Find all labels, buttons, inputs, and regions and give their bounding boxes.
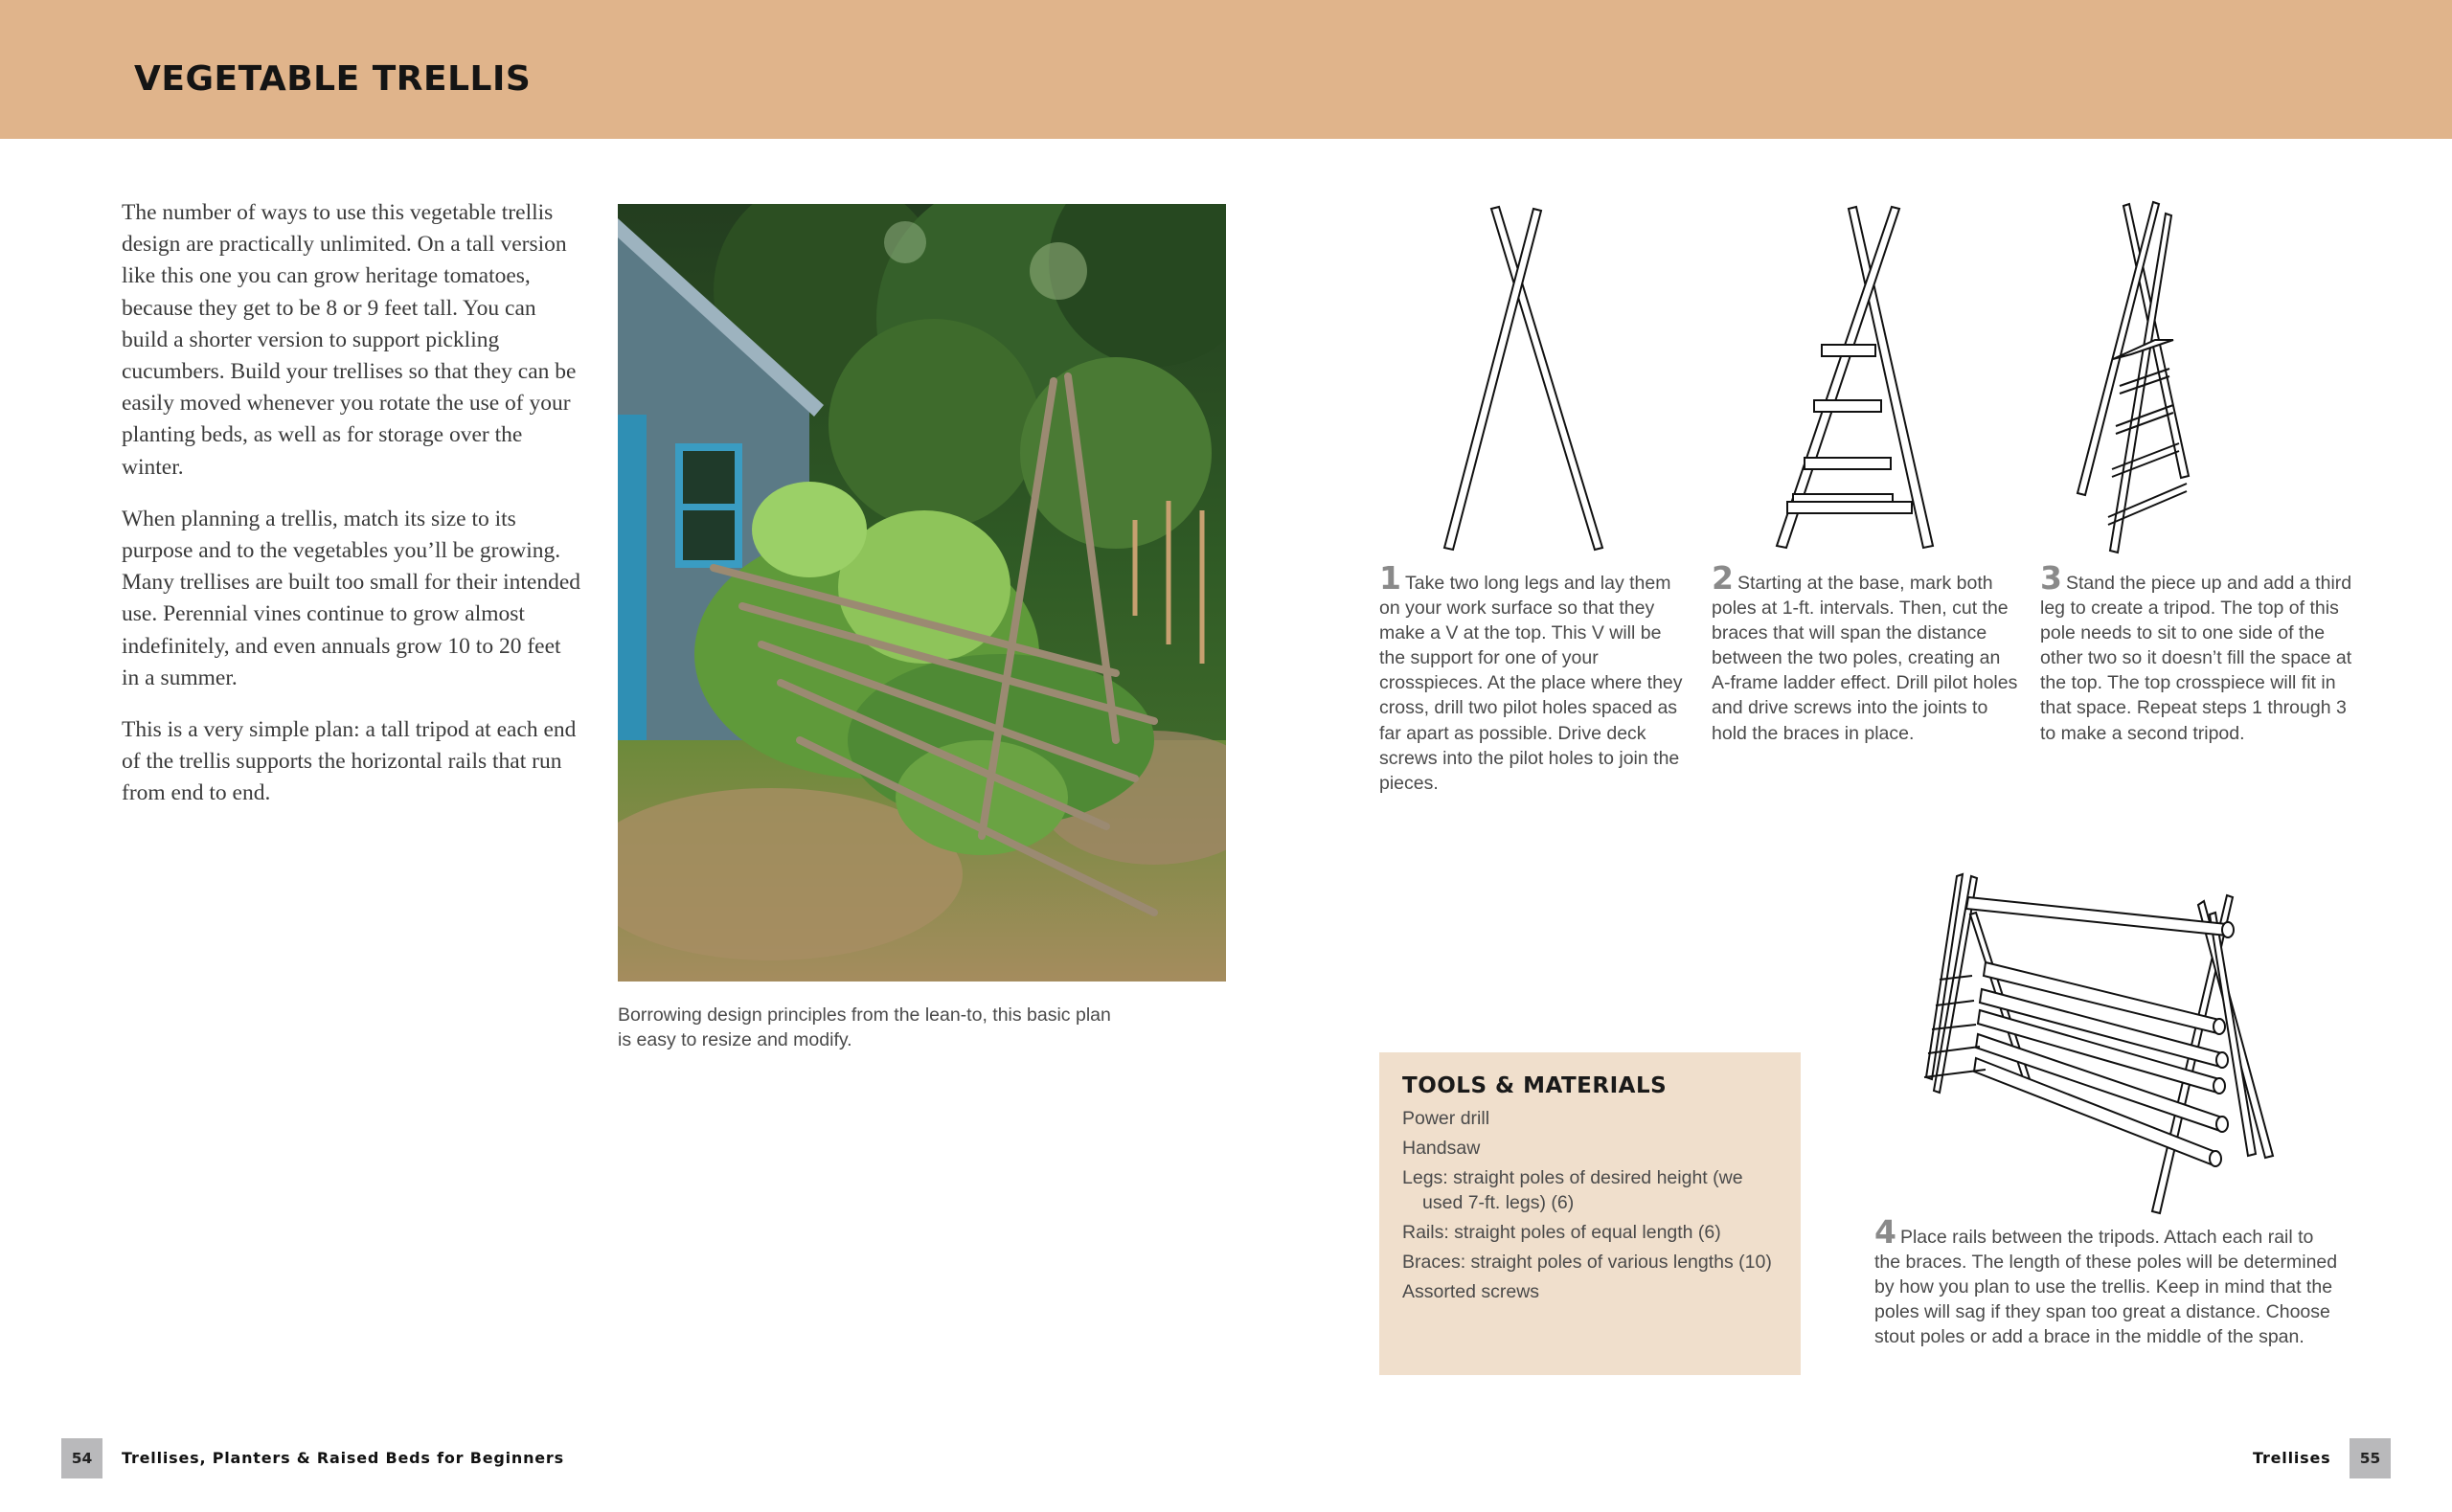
step-number: 4 <box>1874 1213 1896 1251</box>
step-text: Stand the piece up and add a third leg to create a tripod. The top of this pole needs to sit to one side of the other two so it doesn’t fill the space at the top. The top crosspiece will fit in that space. Repeat steps 1 through 3 to make a second tripod. <box>2040 573 2352 744</box>
right-page-number: 55 <box>2350 1438 2391 1478</box>
tools-title: TOOLS & MATERIALS <box>1402 1073 1668 1098</box>
intro-paragraph: This is a very simple plan: a tall tripod at each end of the trellis supports the horizontal rails that run from end to end. <box>122 717 577 806</box>
tools-list <box>1402 1106 1778 1304</box>
tools-item: Assorted screws <box>1402 1281 1540 1302</box>
step-4 <box>1874 1213 2344 1349</box>
step-3-illustration <box>2074 196 2236 560</box>
tools-item: Rails: straight poles of equal length (6) <box>1402 1222 1721 1243</box>
step-1 <box>1379 559 1686 796</box>
garden-trellis-photo <box>618 204 1226 982</box>
tools-item: Braces: straight poles of various lengths (10) <box>1402 1252 1772 1273</box>
page-title: VEGETABLE TRELLIS <box>134 59 532 99</box>
intro-paragraph: The number of ways to use this vegetable trellis design are practically unlimited. On a tall version like this one you can grow heritage tomatoes, because they get to be 8 or 9 feet tall. You can build a shorter version to support pickling cucumbers. Build your trellises so that they can be easily moved whenever you rotate the use of your planting beds, as well as for storage over the winter. <box>122 200 577 480</box>
step-number: 2 <box>1712 559 1734 597</box>
step-text: Place rails between the tripods. Attach each rail to the braces. The length of these poles will be determined by how you plan to use the trellis. Keep in mind that the poles will sag if they span too great a distance. Choose stout poles or add a brace in the middle of the span. <box>1874 1227 2338 1348</box>
tools-materials-box <box>1379 1052 1801 1375</box>
right-section-title: Trellises <box>2253 1449 2331 1467</box>
tools-item: Power drill <box>1402 1108 1490 1129</box>
tools-item: Legs: straight poles of desired height (we used 7-ft. legs) (6) <box>1402 1167 1743 1213</box>
step-text: Starting at the base, mark both poles at 1-ft. intervals. Then, cut the braces that will span the distance between the two poles, creating an A-frame ladder effect. Drill pilot holes and drive screws into the joints to hold the braces in place. <box>1712 573 2018 744</box>
step-3 <box>2040 559 2356 746</box>
step-text: Take two long legs and lay them on your work surface so that they make a V at the top. This V will be the support for one of your crosspieces. At the place where they cross, drill two pilot holes spaced as far apart as possible. Drive deck screws into the pilot holes to join the pieces. <box>1379 573 1683 794</box>
left-book-title: Trellises, Planters & Raised Beds for Beginners <box>122 1449 564 1467</box>
step-2 <box>1712 559 2018 746</box>
step-2-illustration <box>1772 201 1944 555</box>
intro-text <box>122 197 581 830</box>
left-page-number: 54 <box>61 1438 102 1478</box>
intro-paragraph: When planning a trellis, match its size to its purpose and to the vegetables you’ll be growing. Many trellises are built too small for their intended use. Perennial vines continue to grow almost indefinitely, and even annuals grow 10 to 20 feet in a summer. <box>122 506 581 690</box>
step-number: 1 <box>1379 559 1401 597</box>
step-1-illustration <box>1432 201 1614 555</box>
step-number: 3 <box>2040 559 2062 597</box>
tools-item: Handsaw <box>1402 1138 1481 1159</box>
photo-caption: Borrowing design principles from the lean-to, this basic plan is easy to resize and modify. <box>618 1004 1111 1050</box>
step-4-illustration <box>1911 867 2275 1221</box>
